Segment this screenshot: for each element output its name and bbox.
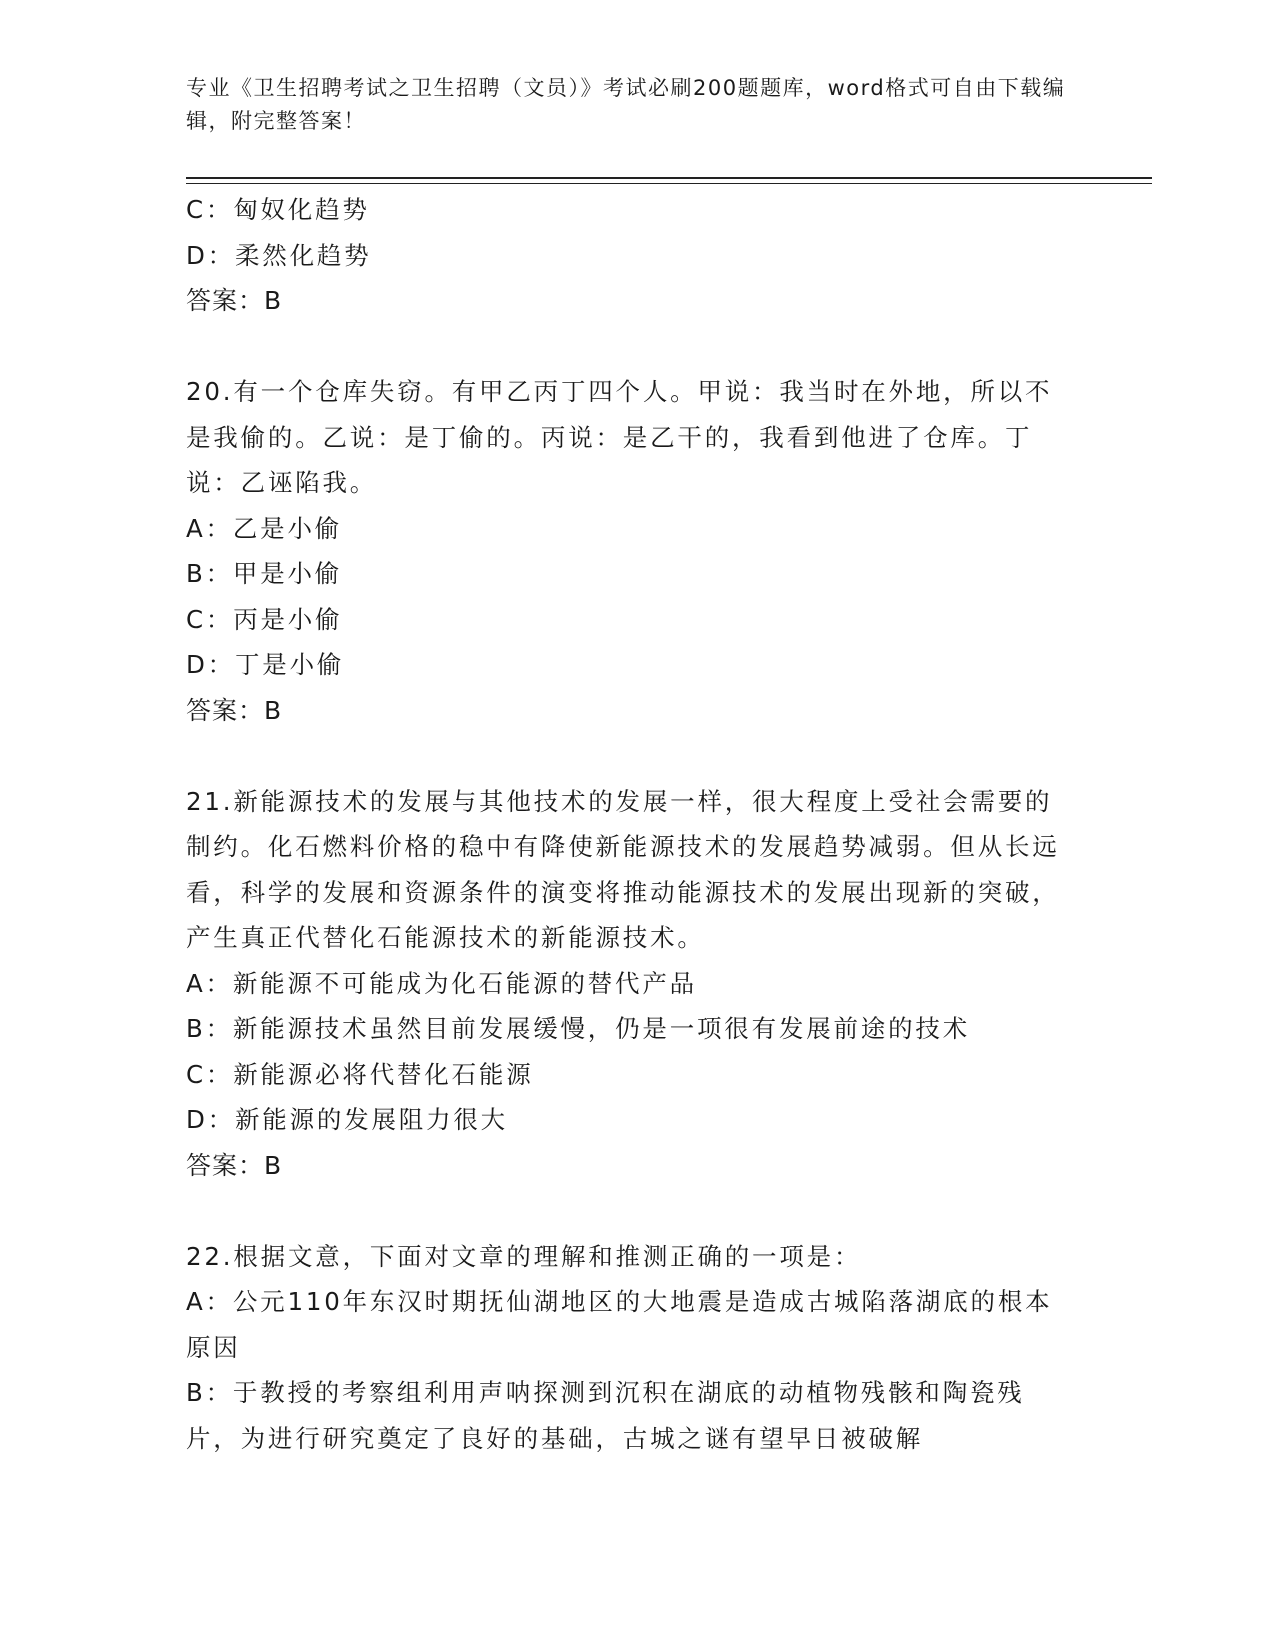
answer-line: 答案：B: [186, 286, 283, 315]
option-d: D：柔然化趋势: [186, 240, 372, 270]
option-d: D：丁是小偷: [186, 650, 345, 679]
answer-line: 答案：B: [186, 1150, 283, 1180]
header-rule-thick: [186, 177, 1152, 179]
option-b: B：甲是小偷: [186, 559, 343, 588]
question-list: [186, 187, 1066, 1461]
option-a: A：公元110年东汉时期抚仙湖地区的大地震是造成古城陷落湖底的根本原因: [186, 1287, 1053, 1362]
spacer: [186, 733, 1066, 779]
spacer: [186, 1188, 1066, 1234]
option-d: D：新能源的发展阻力很大: [186, 1105, 508, 1134]
option-b: B：于教授的考察组利用声呐探测到沉积在湖底的动植物残骸和陶瓷残片，为进行研究奠定了良好的基础，古城之谜有望早日被破解: [186, 1378, 1025, 1453]
option-a: A：新能源不可能成为化石能源的替代产品: [186, 968, 697, 998]
option-b: B：新能源技术虽然目前发展缓慢，仍是一项很有发展前途的技术: [186, 1014, 971, 1043]
option-a: A：乙是小偷: [186, 513, 343, 543]
question-stem: 20.有一个仓库失窃。有甲乙丙丁四个人。甲说：我当时在外地，所以不是我偷的。乙说：是丁偷的。丙说：是乙干的，我看到他进了仓库。丁说：乙诬陷我。: [186, 377, 1053, 497]
header-rule-thin: [186, 183, 1152, 184]
answer-line: 答案：B: [186, 695, 283, 725]
question-stem: 21.新能源技术的发展与其他技术的发展一样，很大程度上受社会需要的制约。化石燃料价格的稳中有降使新能源技术的发展趋势减弱。但从长远看，科学的发展和资源条件的演变将推动能源技术的发展出现新的突破，产生真正代替化石能源技术的新能源技术。: [186, 786, 1060, 952]
option-c: C：丙是小偷: [186, 604, 343, 634]
spacer: [186, 324, 1066, 370]
option-c: C：匈奴化趋势: [186, 195, 370, 224]
document-header: 专业《卫生招聘考试之卫生招聘（文员）》考试必刷200题题库，word格式可自由下载编辑，附完整答案！: [186, 76, 1066, 133]
question-stem: 22.根据文意，下面对文章的理解和推测正确的一项是：: [186, 1241, 862, 1271]
option-c: C：新能源必将代替化石能源: [186, 1059, 534, 1089]
